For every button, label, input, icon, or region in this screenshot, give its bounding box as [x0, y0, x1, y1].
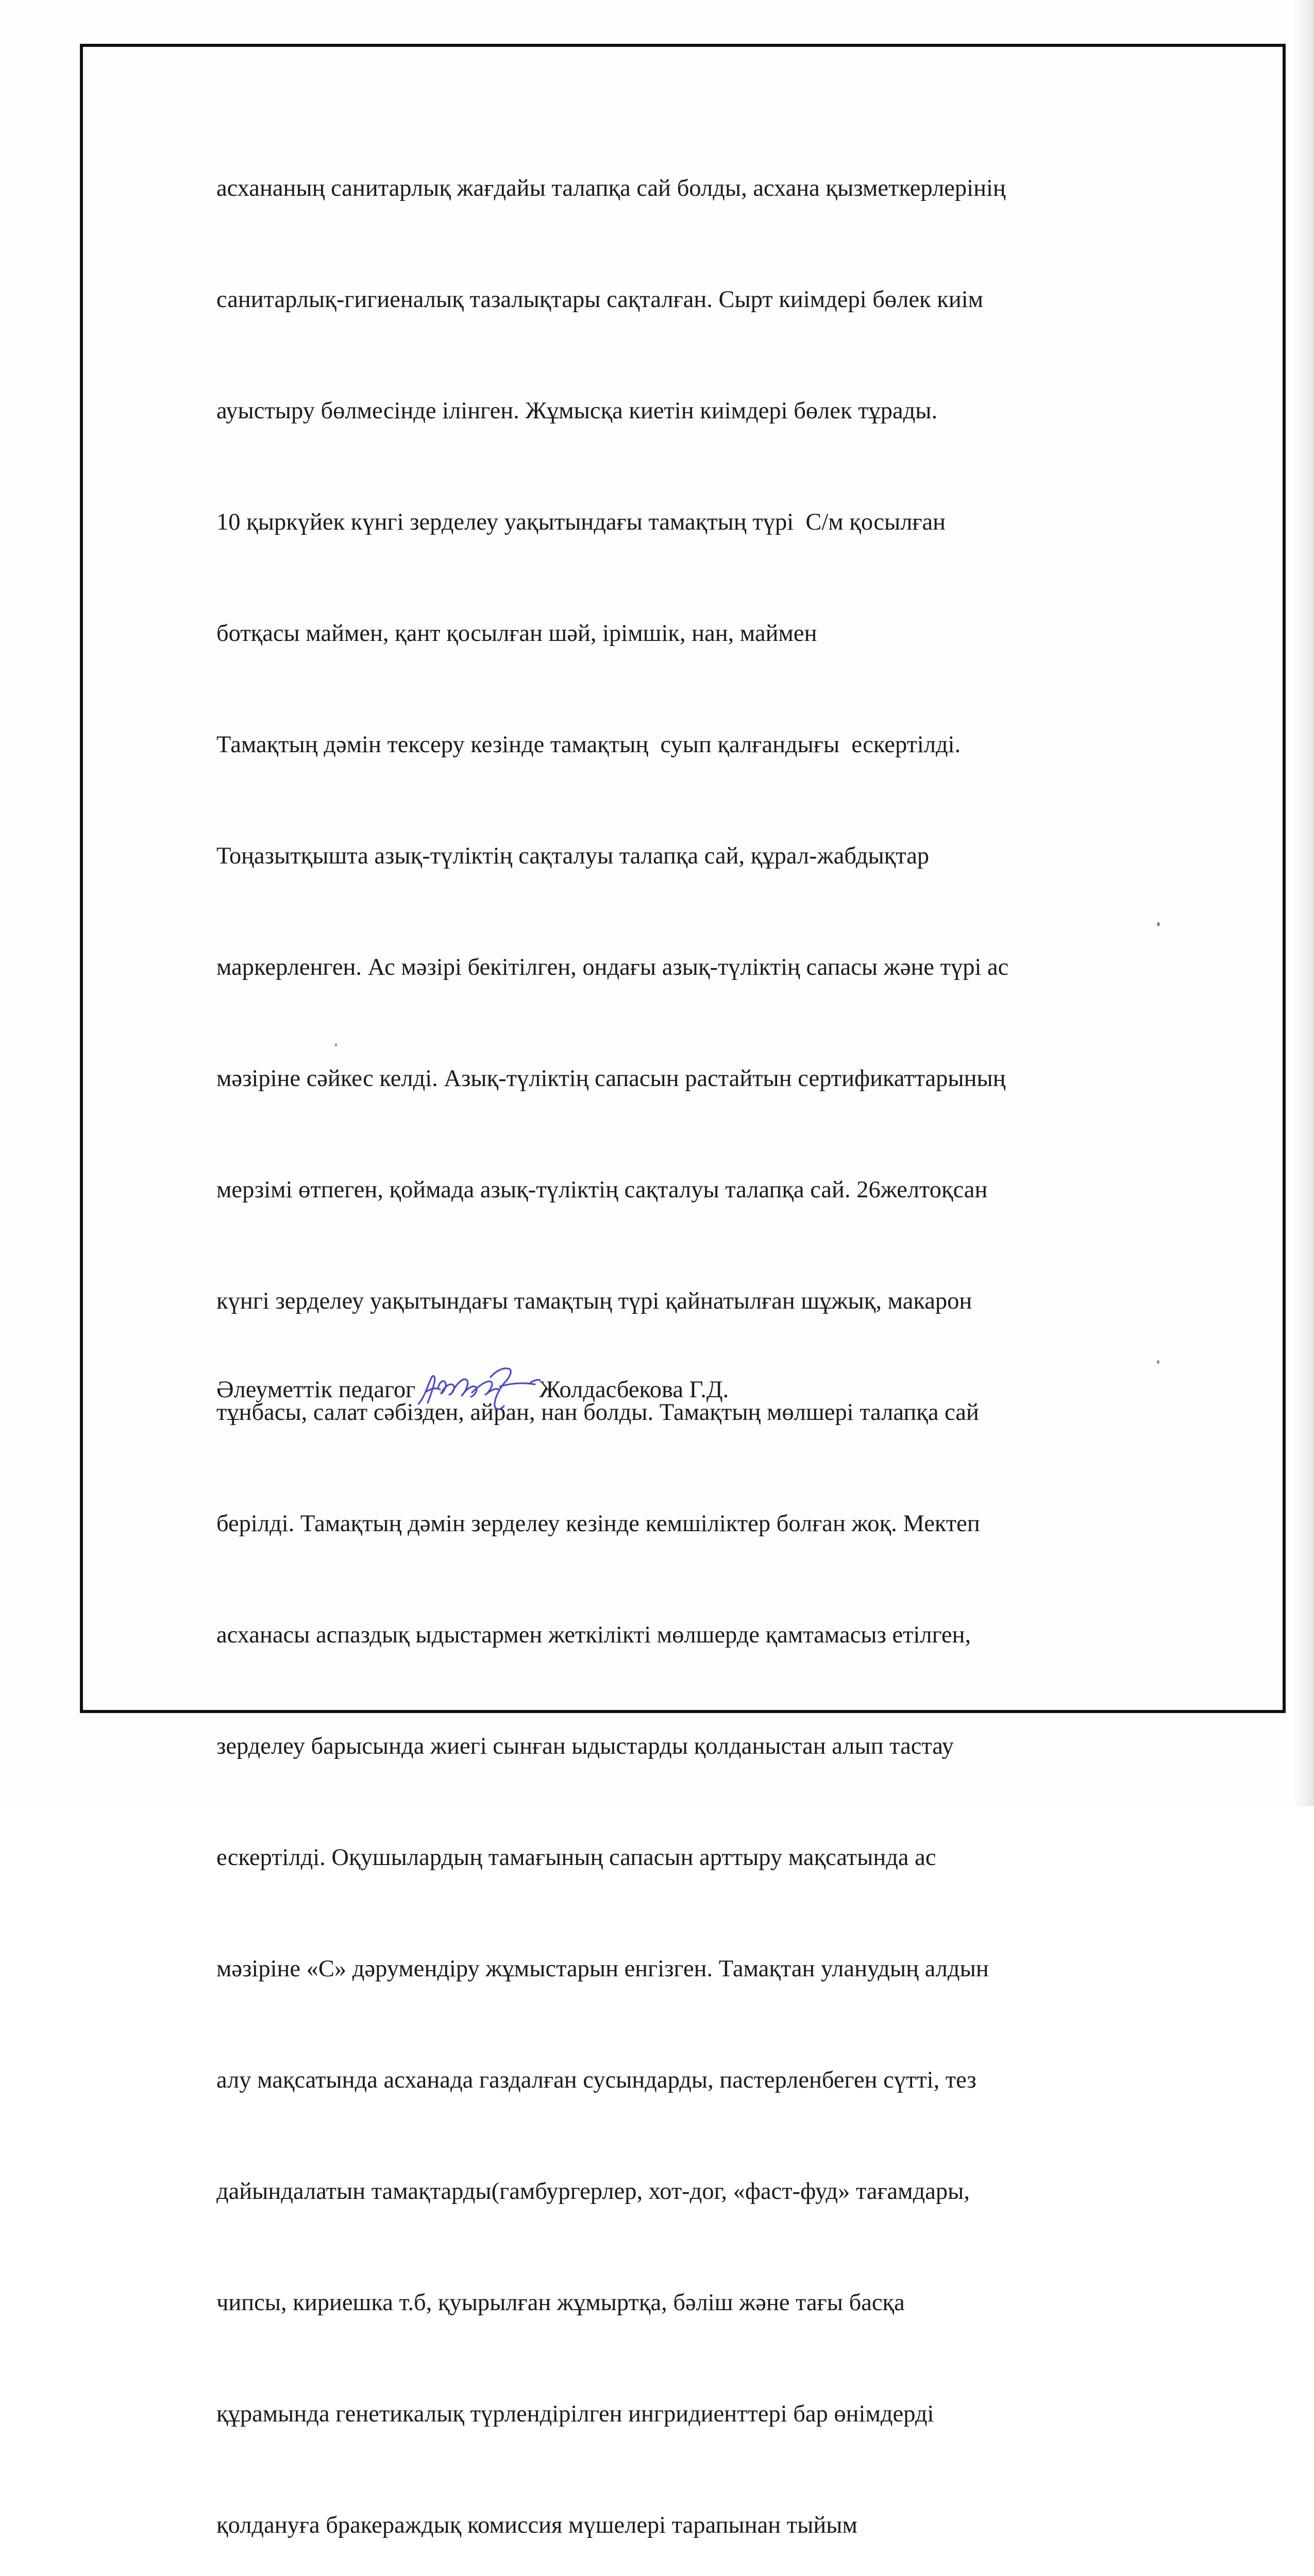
- signature-block: [216, 1360, 1092, 1417]
- text-line: дайындалатын тамақтарды(гамбургерлер, хот-дог, «фаст-фуд» тағамдары,: [216, 2178, 970, 2205]
- text-line: Тоңазытқышта азық-түліктің сақталуы талапқа сай, құрал-жабдықтар: [216, 843, 930, 869]
- scan-speck: [1157, 922, 1160, 926]
- text-line: құрамында генетикалық түрлендірілген ингридиенттері бар өнімдерді: [216, 2401, 934, 2427]
- signer-name: Жолдасбекова Г.Д.: [539, 1377, 729, 1403]
- text-line: қолдануға бракераждық комиссия мүшелері тарапынан тыйым: [216, 2512, 857, 2538]
- text-line: ботқасы маймен, қант қосылған шәй, ірімшік, нан, маймен: [216, 620, 817, 647]
- text-line: асхананың санитарлық жағдайы талапқа сай болды, асхана қызметкерлерінің: [216, 175, 1006, 201]
- scan-edge-shadow: [1293, 0, 1314, 1806]
- signer-role: Әлеуметтік педагог: [216, 1377, 416, 1403]
- text-line: зерделеу барысында жиегі сынған ыдыстарды қолданыстан алып тастау: [216, 1733, 954, 1759]
- text-line: чипсы, кириешка т.б, қуырылған жұмыртқа, бәліш және тағы басқа: [216, 2290, 905, 2316]
- text-line: тұнбасы, салат сәбізден, айран, нан болды. Тамақтың мөлшері талапқа сай: [216, 1399, 979, 1426]
- text-line: мәзіріне «С» дәрумендіру жұмыстарын енгізген. Тамақтан уланудың алдын: [216, 1956, 989, 1982]
- text-line: мерзімі өтпеген, қоймада азық-түліктің сақталуы талапқа сай. 26желтоқсан: [216, 1177, 988, 1203]
- text-line: берілді. Тамақтың дәмін зерделеу кезінде кемшіліктер болған жоқ. Мектеп: [216, 1511, 980, 1537]
- text-line: ауыстыру бөлмесінде ілінген. Жұмысқа киетін киімдері бөлек тұрады.: [216, 398, 938, 424]
- text-line: ескертілді. Оқушылардың тамағының сапасын арттыру мақсатында ас: [216, 1844, 936, 1871]
- text-line: алу мақсатында асханада газдалған сусындарды, пастерленбеген сүтті, тез: [216, 2067, 976, 2093]
- text-line: күнгі зерделеу уақытындағы тамақтың түрі қайнатылған шұжық, макарон: [216, 1288, 972, 1314]
- scan-speck: [1157, 1360, 1159, 1364]
- text-line: Тамақтың дәмін тексеру кезінде тамақтың суып қалғандығы ескертілді.: [216, 732, 961, 758]
- text-line: 10 қыркүйек күнгі зерделеу уақытындағы тамақтың түрі С/м қосылған: [216, 509, 946, 535]
- document-body-text: [216, 96, 1226, 2576]
- text-line: мәзіріне сәйкес келді. Азық-түліктің сапасын растайтын сертификаттарының: [216, 1065, 1006, 1092]
- scan-speck: [335, 1043, 337, 1046]
- text-line: маркерленген. Ас мәзірі бекітілген, ондағы азық-түліктің сапасы және түрі ас: [216, 954, 1009, 980]
- handwritten-signature: [413, 1362, 542, 1418]
- text-line: асханасы аспаздық ыдыстармен жеткілікті мөлшерде қамтамасыз етілген,: [216, 1622, 971, 1648]
- text-line: санитарлық-гигиеналық тазалықтары сақталған. Сырт киімдері бөлек киім: [216, 286, 984, 313]
